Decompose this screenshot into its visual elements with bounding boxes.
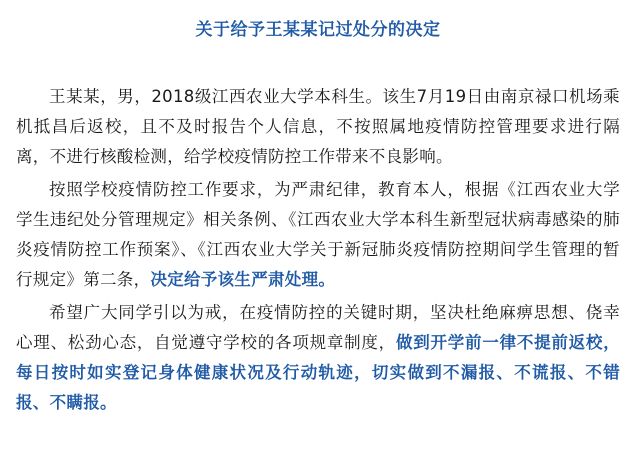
paragraph-decision bbox=[16, 175, 620, 295]
document-body bbox=[16, 82, 620, 418]
requirement-highlight: 做到开学前一律不提前返校，每日按时如实登记身体健康状况及行动轨迹，切实做到不漏报、不谎报、不错报、不瞒报。 bbox=[16, 333, 620, 412]
document-title: 关于给予王某某记过处分的决定 bbox=[195, 20, 441, 40]
decision-highlight: 决定给予该生严肃处理。 bbox=[150, 270, 336, 289]
paragraph-text: 按照学校疫情防控工作要求，为严肃纪律，教育本人，根据《江西农业大学学生违纪处分管理规定》相关条例、《江西农业大学本科生新型冠状病毒感染的肺炎疫情防控工作预案》、《江西农业大学关于新冠肺炎疫情防控期间学生管理的暂行规定》第二条， bbox=[16, 180, 620, 289]
paragraph-text: 希望广大同学引以为戒，在疫情防控的关键时期，坚决杜绝麻痹思想、侥幸心理、松劲心态，自觉遵守学校的各项规章制度， bbox=[16, 303, 620, 352]
paragraph-incident bbox=[16, 82, 620, 172]
paragraph-warning bbox=[16, 298, 620, 418]
paragraph-text: 王某某，男，2018级江西农业大学本科生。该生7月19日由南京禄口机场乘机抵昌后返校，且不及时报告个人信息，不按照属地疫情防控管理要求进行隔离，不进行核酸检测，给学校疫情防控工作带来不良影响。 bbox=[16, 87, 620, 166]
